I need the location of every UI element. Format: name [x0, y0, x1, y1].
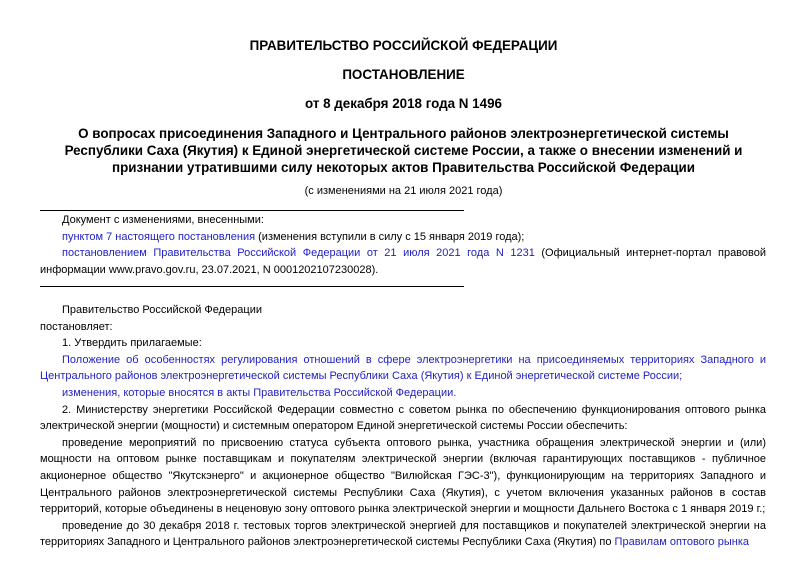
- amendments-link[interactable]: изменения, которые вносятся в акты Правительства Российской Федерации.: [62, 386, 457, 399]
- item-2: 2. Министерству энергетики Российской Федерации совместно с советом рынка по обеспечению функционирования оптового рынка электрической энергии (мощности) и системным оператором Единой энергетической системы России обеспечить:: [40, 403, 766, 433]
- change-item-text: (изменения вступили в силу с 15 января 2019 года);: [255, 230, 525, 243]
- document-type: ПОСТАНОВЛЕНИЕ: [342, 67, 465, 82]
- divider-bottom: [40, 286, 464, 287]
- change-link-resolution-1231[interactable]: постановлением Правительства Российской Федерации от 21 июля 2021 года N 1231: [62, 247, 535, 260]
- government-line: Правительство Российской Федерации: [62, 304, 262, 316]
- change-item: [40, 245, 766, 278]
- subject-line: Республики Саха (Якутия) к Единой энергетической системе России, а также о внесении изменений и: [64, 143, 743, 158]
- resolution-body: [40, 302, 766, 551]
- regulation-link[interactable]: Положение об особенностях регулирования отношений в сфере электроэнергетики на присоединяемых территориях Западного и Центрального районов электроэнергетической системы Республики Саха (Якутия) к Единой энергетической системе России;: [40, 353, 766, 383]
- item-1: 1. Утвердить прилагаемые:: [62, 337, 202, 350]
- change-item-text: (Официальный интернет-портал правовой информации www.pravo.gov.ru, 23.07.2021, N 0001202107230028).: [40, 247, 767, 276]
- item-1-regulation-link: [40, 352, 766, 385]
- changes-box: [40, 212, 766, 278]
- document-subject: [0, 125, 807, 176]
- subject-line: О вопросах присоединения Западного и Центрального районов электроэнергетической системы: [78, 126, 729, 141]
- item-2-test-trading: [40, 518, 766, 551]
- change-link-paragraph7[interactable]: пунктом 7 настоящего постановления: [62, 230, 256, 243]
- item-1-amendments-link: [40, 385, 766, 402]
- document-date: от 8 декабря 2018 года N 1496: [305, 96, 502, 111]
- change-item: [40, 229, 766, 246]
- document-authority: ПРАВИТЕЛЬСТВО РОССИЙСКОЙ ФЕДЕРАЦИИ: [249, 38, 558, 53]
- test-trading-text: проведение до 30 декабря 2018 г. тестовых торгов электрической энергией для поставщиков и покупателей электрической энергии на территориях Западного и Центрального районов электроэнергетической системы Республики Саха (Якутия) по: [40, 519, 766, 549]
- subject-line: признании утратившими силу некоторых актов Правительства Российской Федерации: [111, 160, 695, 175]
- wholesale-market-rules-link[interactable]: Правилам оптового рынка: [614, 536, 749, 549]
- divider-top: [40, 210, 464, 211]
- decides-line: постановляет:: [40, 320, 113, 333]
- changes-note: (с изменениями на 21 июля 2021 года): [304, 185, 503, 197]
- item-2-activities: проведение мероприятий по присвоению статуса субъекта оптового рынка, участника обращения электрической энергии и (или) мощности на оптовом рынке поставщикам и покупателям электрической энергии (включая гарантирующих поставщиков - публичное акционерное общество "Якутскэнерго" и акционерное общество "Вилюйская ГЭС-3"), функционирующим на территориях Западного и Центрального районов электроэнергетической системы Республики Саха (Якутия), с учетом включения указанных районов в состав территорий, которые объединены в неценовую зону оптового рынка электрической энергии и мощности Дальнего Востока с 1 января 2019 г.;: [40, 436, 766, 516]
- changes-intro: Документ с изменениями, внесенными:: [62, 214, 264, 226]
